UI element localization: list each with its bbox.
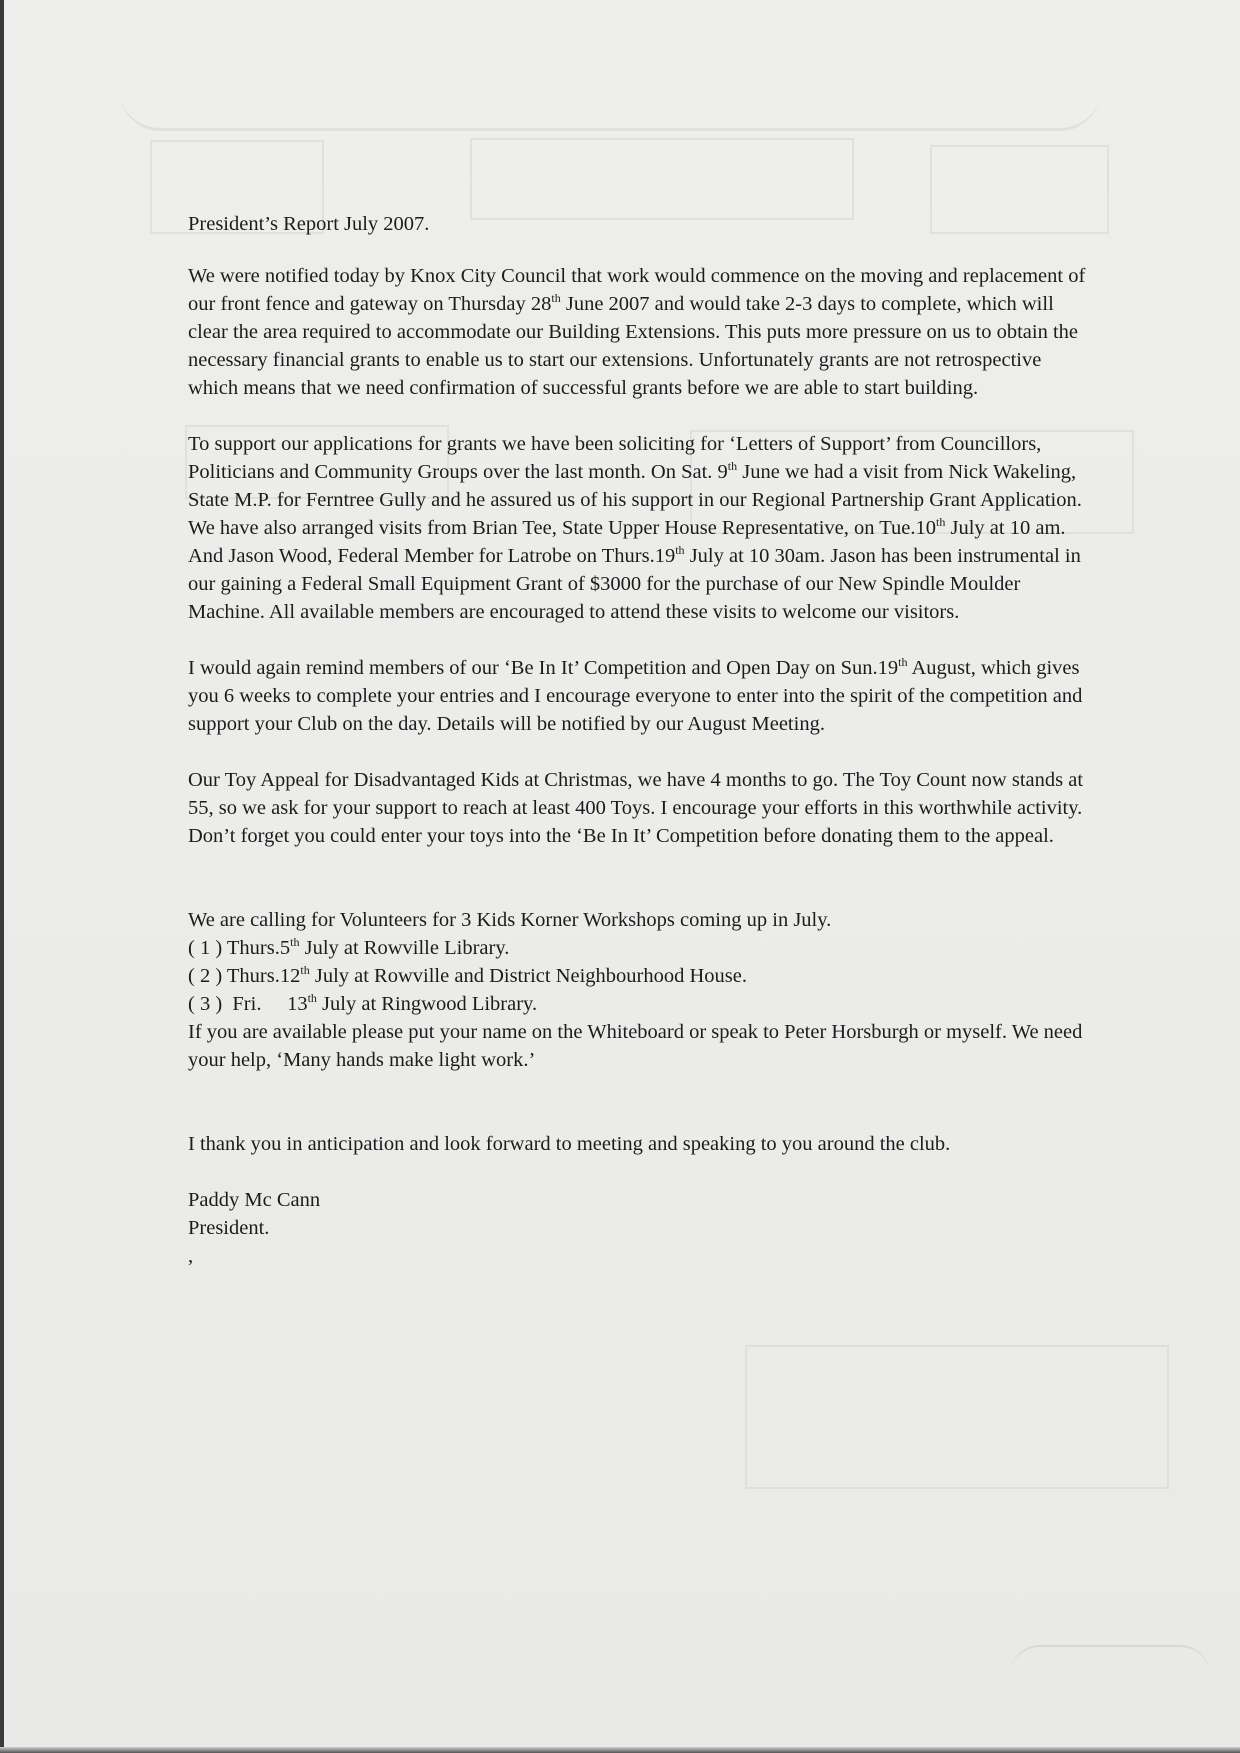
text-span: We were notified today by Knox City Council that work would commence on the moving and replacement of our front fence and gateway on Thursday 28: [188, 265, 1086, 315]
text-span: August, which gives you 6 weeks to complete your entries and I encourage everyone to enter into the spirit of the competition and support your Club on the day. Details will be notified by our August Meeting.: [188, 657, 1083, 735]
ordinal-suffix: th: [551, 291, 561, 306]
ordinal-suffix: th: [307, 991, 317, 1006]
list-item: [188, 990, 1088, 1018]
ordinal-suffix: th: [675, 543, 685, 558]
text-span: To support our applications for grants we have been soliciting for ‘Letters of Support’ from Councillors, Politicians and Community Groups over the last month. On Sat. 9: [188, 433, 1042, 483]
text-span: June 2007 and would take 2-3 days to complete, which will clear the area required to accommodate our Building Extensions. This puts more pressure on us to obtain the necessary financial grants to enable us to start our extensions. Unfortunately grants are not retrospective which means that we need confirmation of successful grants before we are able to start building.: [188, 293, 1078, 399]
stray-mark: ,: [188, 1245, 194, 1267]
text-span: ( 1 ) Thurs.5: [188, 937, 291, 959]
ordinal-suffix: th: [936, 515, 946, 530]
spacer: [188, 878, 1088, 906]
bleed-through-scribble: [1010, 1645, 1210, 1707]
paragraph-competition: [188, 654, 1088, 738]
text-span: July at Ringwood Library.: [316, 993, 538, 1015]
paragraph-grants-support: [188, 430, 1088, 626]
bleed-through-box: [745, 1345, 1169, 1489]
list-item: [188, 962, 1088, 990]
text-span: I would again remind members of our ‘Be In It’ Competition and Open Day on Sun.19: [188, 657, 899, 679]
bleed-through-handwriting: [120, 18, 1100, 131]
report-body: [188, 210, 1088, 1270]
bleed-through-masthead: [470, 138, 854, 220]
text-span: ( 2 ) Thurs.12: [188, 965, 301, 987]
signature-title: President.: [188, 1217, 270, 1239]
list-item: [188, 934, 1088, 962]
scan-bottom-edge: [0, 1747, 1240, 1753]
paragraph-fence-works: [188, 262, 1088, 402]
text-span: July at Rowville Library.: [299, 937, 510, 959]
paragraph-thanks: I thank you in anticipation and look forward to meeting and speaking to you around the club.: [188, 1133, 951, 1155]
ordinal-suffix: th: [300, 963, 310, 978]
report-title: President’s Report July 2007.: [188, 213, 430, 235]
text-span: July at 10 30am. Jason has been instrumental in our gaining a Federal Small Equipment Grant of $3000 for the purchase of our New Spindle Moulder Machine. All available members are encouraged to attend these visits to welcome our visitors.: [188, 545, 1081, 623]
paragraph-volunteers-outro: If you are available please put your name on the Whiteboard or speak to Peter Horsburgh or myself. We need your help, ‘Many hands make light work.’: [188, 1021, 1083, 1071]
ordinal-suffix: th: [727, 459, 738, 474]
paragraph-volunteers-intro: We are calling for Volunteers for 3 Kids Korner Workshops coming up in July.: [188, 909, 832, 931]
scan-left-edge: [0, 0, 4, 1753]
paragraph-toy-appeal: Our Toy Appeal for Disadvantaged Kids at Christmas, we have 4 months to go. The Toy Count now stands at 55, so we ask for your support to reach at least 400 Toys. I encourage your efforts in this worthwhile activity. Don’t forget you could enter your toys into the ‘Be In It’ Competition before donating them to the appeal.: [188, 769, 1084, 847]
ordinal-suffix: th: [898, 655, 908, 670]
signature-name: Paddy Mc Cann: [188, 1189, 321, 1211]
text-span: June we had a visit from Nick Wakeling, State M.P. for Ferntree Gully and he assured us of his support in our Regional Partnership Grant Application. We have also arranged visits from Brian Tee, State Upper House Representative, on Tue.10: [188, 461, 1082, 539]
text-span: July at 10 am. And Jason Wood, Federal Member for Latrobe on Thurs.19: [188, 517, 1066, 567]
spacer: [188, 1102, 1088, 1130]
text-span: ( 3 ) Fri. 13: [188, 993, 308, 1015]
ordinal-suffix: th: [290, 935, 300, 950]
text-span: July at Rowville and District Neighbourhood House.: [309, 965, 747, 987]
